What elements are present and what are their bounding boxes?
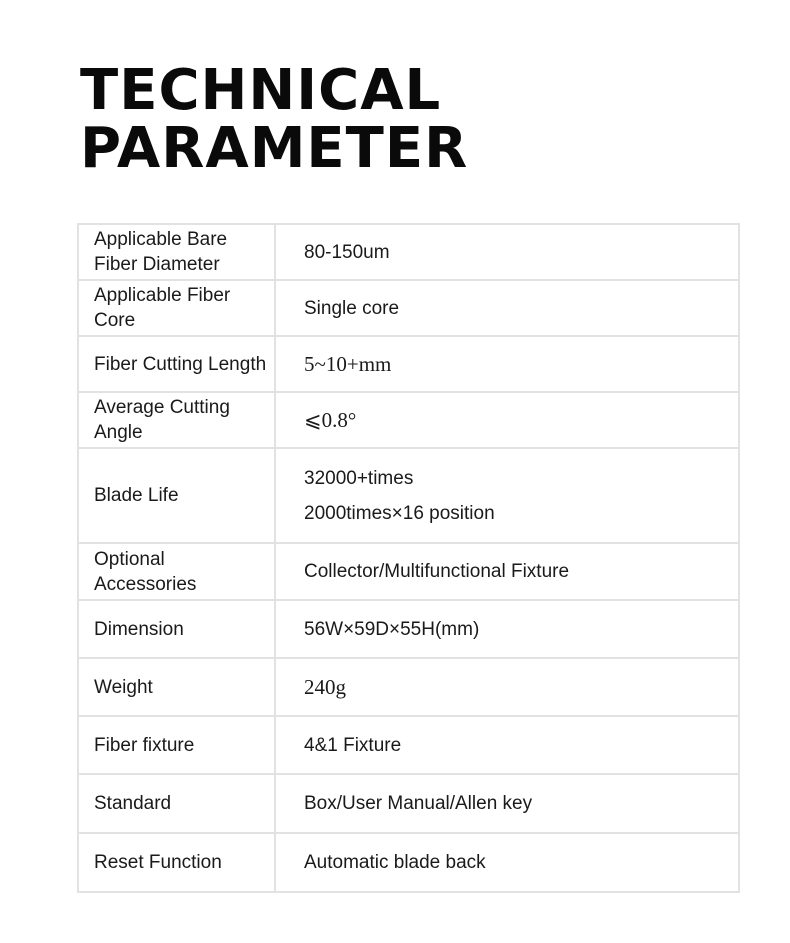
row-value-line: 32000+times xyxy=(304,467,414,489)
table-row xyxy=(78,543,739,600)
table-row xyxy=(78,224,739,280)
table-row xyxy=(78,658,739,716)
table-row xyxy=(78,774,739,833)
row-value: Single core xyxy=(275,280,739,336)
row-value: 5~10+mm xyxy=(275,336,739,392)
row-value: ⩽0.8° xyxy=(275,392,739,448)
page-title xyxy=(80,58,469,181)
page-title-line-2: PARAMETER xyxy=(80,116,469,181)
row-label: Weight xyxy=(78,658,275,716)
row-value: 56W×59D×55H(mm) xyxy=(275,600,739,658)
row-label: Dimension xyxy=(78,600,275,658)
row-label: Reset Function xyxy=(78,833,275,892)
table-row xyxy=(78,716,739,774)
row-label: Fiber Cutting Length xyxy=(78,336,275,392)
row-value-line: 2000times×16 position xyxy=(304,502,495,524)
row-value: Box/User Manual/Allen key xyxy=(275,774,739,833)
row-label: Applicable Bare Fiber Diameter xyxy=(78,224,275,280)
page-title-line-1: TECHNICAL xyxy=(80,58,442,123)
row-value: Collector/Multifunctional Fixture xyxy=(275,543,739,600)
parameter-table xyxy=(77,223,740,893)
row-value: Automatic blade back xyxy=(275,833,739,892)
row-value: 240g xyxy=(275,658,739,716)
row-label: Standard xyxy=(78,774,275,833)
row-label: Blade Life xyxy=(78,448,275,543)
row-value: 4&1 Fixture xyxy=(275,716,739,774)
table-row xyxy=(78,336,739,392)
row-label: Optional Accessories xyxy=(78,543,275,600)
table-row xyxy=(78,833,739,892)
row-label: Average Cutting Angle xyxy=(78,392,275,448)
table-row xyxy=(78,392,739,448)
row-value: 80-150um xyxy=(275,224,739,280)
table-row xyxy=(78,280,739,336)
row-label: Applicable Fiber Core xyxy=(78,280,275,336)
row-value xyxy=(275,448,739,543)
table-row xyxy=(78,448,739,543)
row-label: Fiber fixture xyxy=(78,716,275,774)
table-row xyxy=(78,600,739,658)
